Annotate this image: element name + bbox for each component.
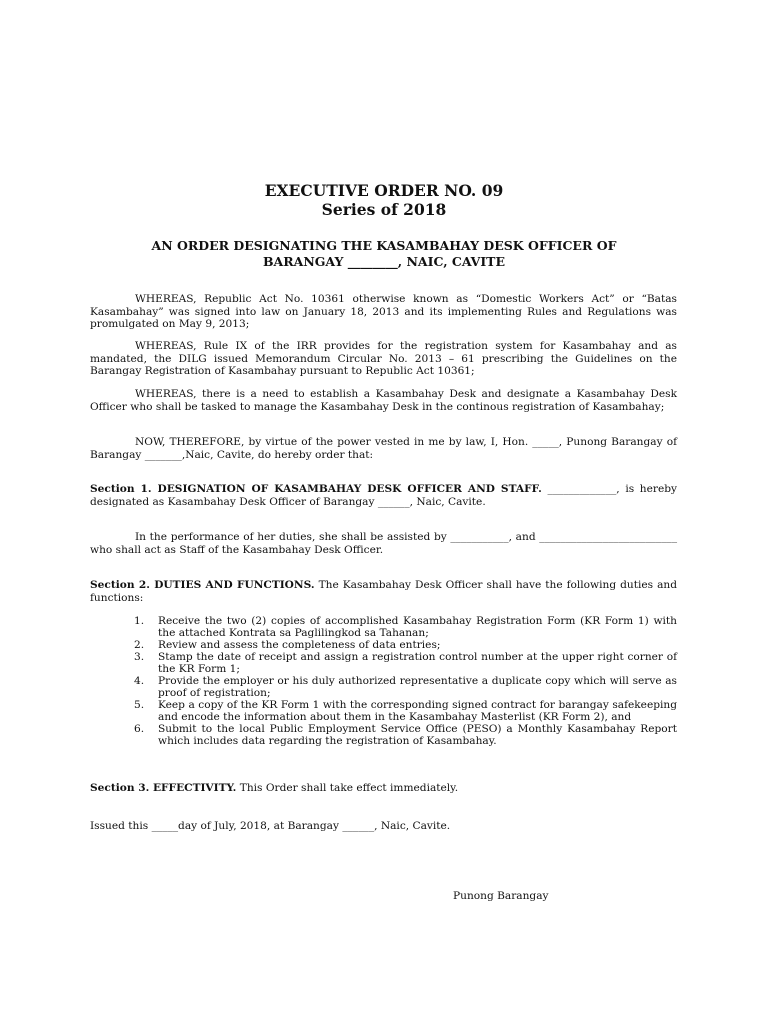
duties-list [134, 615, 677, 747]
list-item-number: 4. [134, 675, 145, 687]
signatory-title: Punong Barangay [453, 890, 549, 902]
section-3-paragraph [90, 782, 677, 795]
list-item-number: 5. [134, 699, 145, 711]
section-1-heading: Section 1. DESIGNATION OF KASAMBAHAY DESK OFFICER AND STAFF. [90, 483, 542, 495]
list-item-text: Stamp the date of receipt and assign a registration control number at the upper right corner of the KR Form 1; [158, 651, 677, 675]
list-item [134, 675, 677, 699]
section-1-text: _____________, is hereby designated as Kasambahay Desk Officer of Barangay ______, Naic, Cavite. [90, 483, 677, 508]
list-item [134, 639, 677, 651]
section-1-paragraph [90, 483, 677, 508]
list-item-number: 6. [134, 723, 145, 735]
order-subtitle: AN ORDER DESIGNATING THE KASAMBAHAY DESK OFFICER OF BARANGAY ________, NAIC, CAVITE [151, 238, 617, 269]
section-3-text: This Order shall take effect immediately. [239, 782, 459, 794]
issued-statement: Issued this _____day of July, 2018, at Barangay ______, Naic, Cavite. [90, 820, 451, 832]
list-item-text: Provide the employer or his duly authorized representative a duplicate copy which will serve as proof of registration; [158, 675, 677, 699]
list-item [134, 615, 677, 639]
order-number-title: EXECUTIVE ORDER NO. 09 [264, 181, 504, 200]
list-item-text: Review and assess the completeness of data entries; [158, 639, 441, 651]
list-item [134, 651, 677, 675]
series-title: Series of 2018 [321, 200, 447, 219]
list-item-number: 3. [134, 651, 145, 663]
whereas-paragraph-2: WHEREAS, Rule IX of the IRR provides for the registration system for Kasambahay and as mandated, the DILG issued Memorandum Circular No. 2013 – 61 prescribing the Guidelines on the Barangay Registration of Kasambahay pursuant to Republic Act 10361; [90, 340, 677, 377]
now-therefore-paragraph: NOW, THEREFORE, by virtue of the power vested in me by law, I, Hon. _____, Punong Barangay of Barangay _______,Naic, Cavite, do hereby order that: [90, 436, 677, 461]
list-item-text: Keep a copy of the KR Form 1 with the corresponding signed contract for barangay safekeeping and encode the information about them in the Kasambahay Masterlist (KR Form 2), and [158, 699, 677, 723]
list-item-text: Submit to the local Public Employment Service Office (PESO) a Monthly Kasambahay Report which includes data regarding the registration of Kasambahay. [158, 723, 677, 747]
section-1-staff-paragraph: In the performance of her duties, she shall be assisted by ___________, and __________________________ who shall act as Staff of the Kasambahay Desk Officer. [90, 531, 677, 556]
section-2-heading: Section 2. DUTIES AND FUNCTIONS. [90, 579, 315, 591]
list-item [134, 723, 677, 747]
list-item-number: 2. [134, 639, 145, 651]
section-2-paragraph [90, 579, 677, 604]
whereas-paragraph-1: WHEREAS, Republic Act No. 10361 otherwise known as “Domestic Workers Act” or “Batas Kasambahay” was signed into law on January 18, 2013 and its implementing Rules and Regulations was promulgated on May 9, 2013; [90, 293, 677, 330]
whereas-paragraph-3: WHEREAS, there is a need to establish a Kasambahay Desk and designate a Kasambahay Desk Officer who shall be tasked to manage the Kasambahay Desk in the continous registration of Kasambahay; [90, 388, 677, 413]
section-2-text: The Kasambahay Desk Officer shall have the following duties and functions: [90, 579, 677, 604]
list-item-text: Receive the two (2) copies of accomplished Kasambahay Registration Form (KR Form 1) with the attached Kontrata sa Paglilingkod sa Tahanan; [158, 615, 677, 639]
list-item [134, 699, 677, 723]
list-item-number: 1. [134, 615, 145, 627]
section-3-heading: Section 3. EFFECTIVITY. [90, 782, 237, 794]
